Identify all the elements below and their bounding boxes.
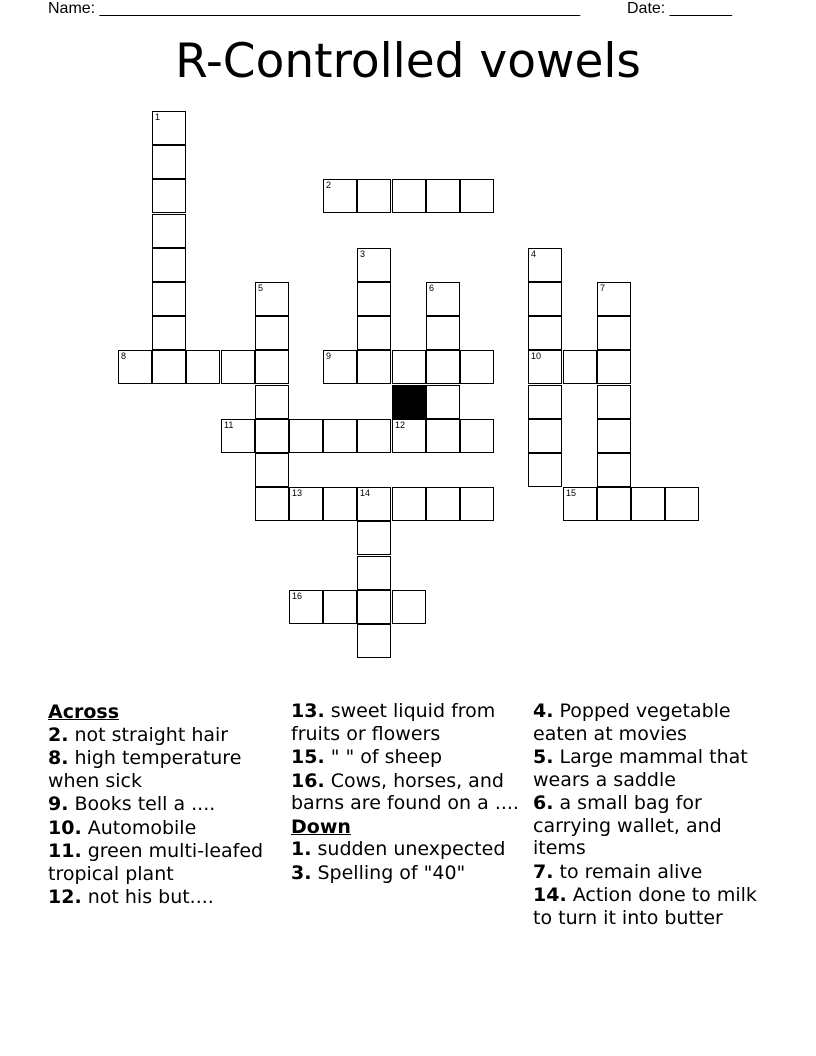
clue-number: 12	[395, 420, 406, 430]
clue-number: 6	[429, 283, 435, 293]
grid-cell[interactable]	[255, 419, 289, 453]
grid-cell[interactable]	[426, 316, 460, 350]
grid-cell[interactable]	[255, 350, 289, 384]
grid-cell[interactable]	[563, 350, 597, 384]
grid-cell[interactable]	[392, 419, 426, 453]
grid-cell[interactable]	[152, 350, 186, 384]
grid-cell[interactable]	[323, 419, 357, 453]
grid-cell[interactable]	[563, 487, 597, 521]
grid-cell[interactable]	[426, 419, 460, 453]
grid-cell[interactable]	[152, 282, 186, 316]
grid-cell[interactable]	[357, 624, 391, 658]
grid-cell[interactable]	[221, 419, 255, 453]
grid-cell[interactable]	[528, 385, 562, 419]
grid-cell[interactable]	[528, 350, 562, 384]
grid-cell[interactable]	[426, 350, 460, 384]
grid-cell[interactable]	[357, 419, 391, 453]
grid-cell[interactable]	[152, 179, 186, 213]
across-heading: Across	[48, 701, 120, 723]
grid-cell[interactable]	[392, 179, 426, 213]
grid-cell[interactable]	[597, 385, 631, 419]
grid-cell[interactable]	[528, 248, 562, 282]
clue-across-11: 11. green multi-leafed tropical plant	[48, 840, 264, 885]
grid-cell[interactable]	[152, 248, 186, 282]
clue-number: 5	[258, 283, 264, 293]
grid-cell[interactable]	[255, 487, 289, 521]
grid-cell[interactable]	[289, 487, 323, 521]
grid-cell[interactable]	[460, 487, 494, 521]
grid-cell[interactable]	[357, 487, 391, 521]
grid-cell[interactable]	[426, 282, 460, 316]
grid-cell[interactable]	[528, 282, 562, 316]
name-line: Name: ______________________________________________________	[48, 0, 581, 17]
grid-cell[interactable]	[221, 350, 255, 384]
clues-column-1	[48, 700, 280, 910]
grid-cell[interactable]	[357, 350, 391, 384]
grid-cell[interactable]	[528, 453, 562, 487]
clue-across-16: 16. Cows, horses, and barns are found on a ....	[291, 769, 519, 814]
grid-cell[interactable]	[597, 419, 631, 453]
clue-across-8: 8. high temperature when sick	[48, 747, 242, 792]
clue-number: 16	[292, 591, 303, 601]
grid-cell[interactable]	[426, 385, 460, 419]
grid-cell[interactable]	[323, 487, 357, 521]
clue-number: 10	[531, 351, 542, 361]
grid-cell[interactable]	[426, 487, 460, 521]
clues-column-2	[291, 700, 523, 885]
grid-cell[interactable]	[426, 179, 460, 213]
clue-down-1: 1. sudden unexpected	[291, 838, 506, 860]
grid-cell[interactable]	[357, 556, 391, 590]
clue-across-10: 10. Automobile	[48, 816, 197, 839]
clue-across-9: 9. Books tell a ....	[48, 793, 216, 815]
grid-cell[interactable]	[289, 590, 323, 624]
clue-number: 4	[531, 249, 537, 259]
grid-cell[interactable]	[597, 453, 631, 487]
grid-cell[interactable]	[118, 350, 152, 384]
grid-cell[interactable]	[323, 590, 357, 624]
grid-cell[interactable]	[357, 590, 391, 624]
grid-cell[interactable]	[186, 350, 220, 384]
clue-number: 3	[360, 249, 366, 259]
clue-down-6: 6. a small bag for carrying wallet, and items	[533, 792, 722, 859]
grid-cell[interactable]	[357, 179, 391, 213]
grid-cell[interactable]	[255, 282, 289, 316]
grid-cell[interactable]	[460, 419, 494, 453]
clue-number: 15	[566, 488, 577, 498]
grid-cell[interactable]	[152, 145, 186, 179]
grid-cell[interactable]	[255, 316, 289, 350]
clue-across-2: 2. not straight hair	[48, 723, 229, 746]
date-line: Date: _______	[627, 0, 732, 17]
grid-cell[interactable]	[255, 453, 289, 487]
grid-cell[interactable]	[597, 282, 631, 316]
clue-across-12: 12. not his but....	[48, 886, 214, 908]
clue-number: 9	[326, 351, 332, 361]
grid-cell[interactable]	[357, 316, 391, 350]
grid-cell[interactable]	[392, 350, 426, 384]
grid-cell[interactable]	[460, 350, 494, 384]
clue-number: 14	[360, 488, 371, 498]
clue-across-15: 15. " " of sheep	[291, 746, 443, 768]
grid-cell[interactable]	[152, 214, 186, 248]
grid-cell[interactable]	[289, 419, 323, 453]
clue-number: 8	[121, 351, 127, 361]
grid-cell[interactable]	[323, 350, 357, 384]
grid-cell[interactable]	[460, 179, 494, 213]
clue-down-14: 14. Action done to milk to turn it into butter	[533, 884, 757, 929]
clue-number: 2	[326, 180, 332, 190]
clue-across-13: 13. sweet liquid from fruits or flowers	[291, 700, 496, 745]
clue-number: 11	[224, 420, 234, 430]
grid-cell[interactable]	[392, 487, 426, 521]
grid-cell[interactable]	[528, 419, 562, 453]
clue-down-5: 5. Large mammal that wears a saddle	[533, 746, 748, 791]
grid-cell[interactable]	[597, 487, 631, 521]
grid-cell[interactable]	[152, 111, 186, 145]
clue-number: 1	[155, 112, 161, 122]
clue-down-3: 3. Spelling of "40"	[291, 861, 466, 884]
clue-down-7: 7. to remain alive	[533, 860, 703, 883]
grid-cell[interactable]	[323, 179, 357, 213]
grid-cell[interactable]	[357, 282, 391, 316]
grid-cell[interactable]	[357, 248, 391, 282]
down-heading: Down	[291, 815, 351, 838]
grid-cell[interactable]	[152, 316, 186, 350]
grid-cell[interactable]	[392, 590, 426, 624]
grid-cell[interactable]	[528, 316, 562, 350]
clues-column-3	[533, 700, 773, 930]
grid-cell[interactable]	[357, 521, 391, 555]
grid-cell[interactable]	[597, 350, 631, 384]
clue-down-4: 4. Popped vegetable eaten at movies	[533, 700, 731, 745]
clue-number: 7	[600, 283, 606, 293]
grid-cell[interactable]	[597, 316, 631, 350]
page-title: R-Controlled vowels	[175, 34, 641, 89]
grid-cell[interactable]	[665, 487, 699, 521]
grid-cell[interactable]	[255, 385, 289, 419]
grid-cell[interactable]	[631, 487, 665, 521]
clue-number: 13	[292, 488, 303, 498]
blocked-cell	[392, 385, 426, 419]
